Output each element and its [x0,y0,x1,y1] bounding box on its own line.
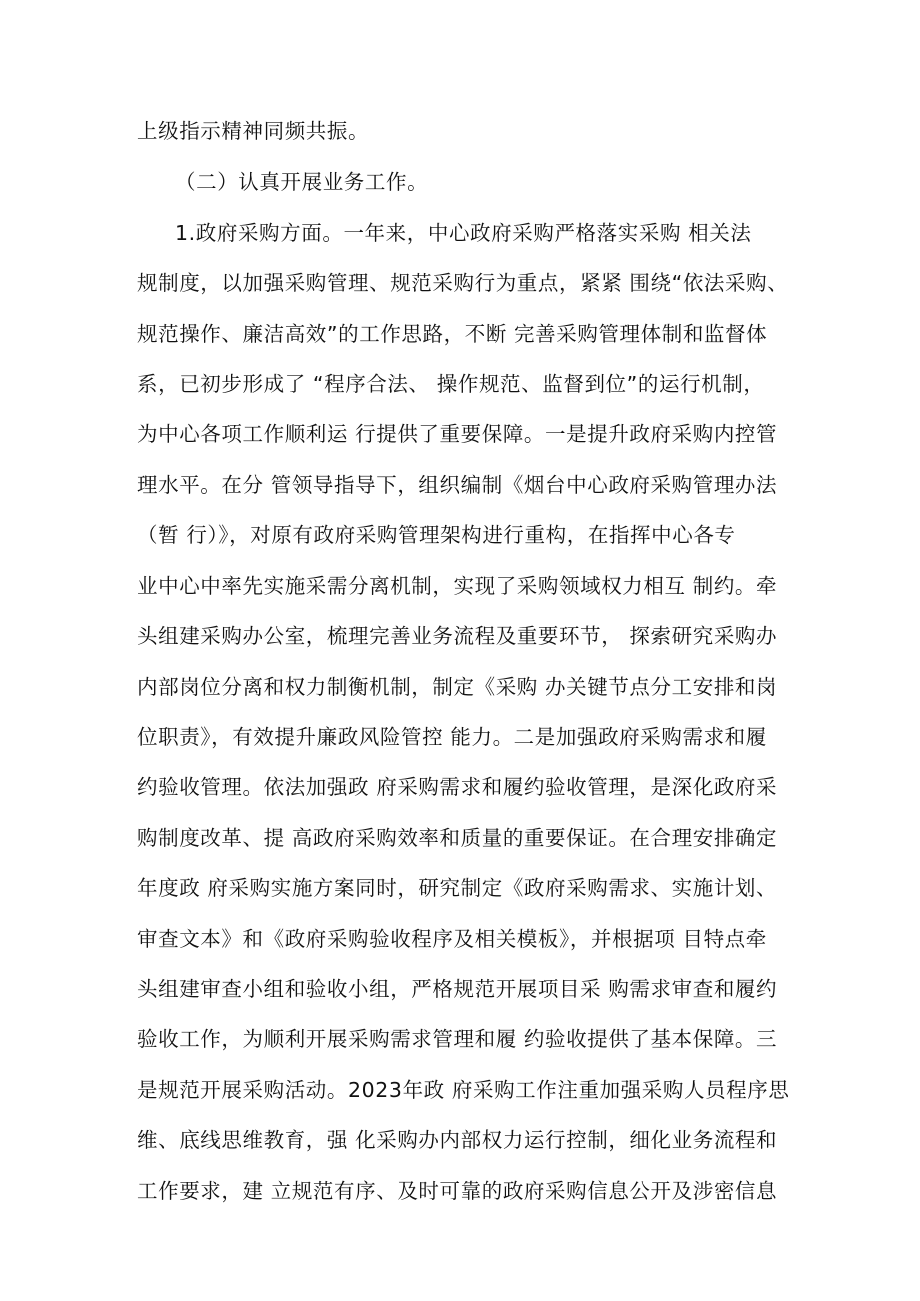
text-line-8: 理水平。在分 管领导指导下，组织编制《烟台中心政府采购管理办法 [137,473,778,497]
text-line-5: 规范操作、廉洁高效”的工作思路，不断 完善采购管理体制和监督体 [137,322,768,346]
text-line-1: 上级指示精神同频共振。 [137,119,370,143]
text-line-18: 头组建审查小组和验收小组，严格规范开展项目采 购需求审查和履约 [137,977,778,1001]
text-line-9: （暂 行）》，对原有政府采购管理架构进行重构，在指挥中心各专 [137,523,736,547]
text-line-3: 1.政府采购方面。一年来，中心政府采购严格落实采购 相关法 [175,221,752,245]
text-line-12: 内部岗位分离和权力制衡机制，制定《采购 办关键节点分工安排和岗 [137,675,778,699]
text-line-14: 约验收管理。依法加强政 府采购需求和履约验收管理，是深化政府采 [137,775,778,799]
text-line-22: 工作要求，建 立规范有序、及时可靠的政府采购信息公开及涉密信息 [137,1179,778,1203]
text-line-16: 年度政 府采购实施方案同时，研究制定《政府采购需求、实施计划、 [137,876,778,900]
text-line-17: 审查文本》和《政府采购验收程序及相关模板》，并根据项 目特点牵 [137,927,767,951]
text-line-19: 验收工作，为顺利开展采购需求管理和履 约验收提供了基本保障。三 [137,1027,778,1051]
text-line-15: 购制度改革、提 高政府采购效率和质量的重要保证。在合理安排确定 [137,826,778,850]
text-line-21: 维、底线思维教育，强 化采购办内部权力运行控制，细化业务流程和 [137,1128,778,1152]
text-line-4: 规制度，以加强采购管理、规范采购行为重点，紧紧 围绕“依法采购、 [137,271,789,295]
text-line-6: 系，已初步形成了 “程序合法、 操作规范、监督到位”的运行机制， [137,372,765,396]
text-line-20: 是规范开展采购活动。2023年政 府采购工作注重加强采购人员程序思 [137,1078,790,1102]
text-line-13: 位职责》，有效提升廉政风险管控 能力。二是加强政府采购需求和履 [137,725,767,749]
section-heading: （二）认真开展业务工作。 [175,170,429,194]
text-line-10: 业中心中率先实施采需分离机制，实现了采购领域权力相互 制约。牵 [137,574,778,598]
text-line-7: 为中心各项工作顺利运 行提供了重要保障。一是提升政府采购内控管 [137,422,778,446]
text-line-11: 头组建采购办公室，梳理完善业务流程及重要环节， 探索研究采购办 [137,624,778,648]
